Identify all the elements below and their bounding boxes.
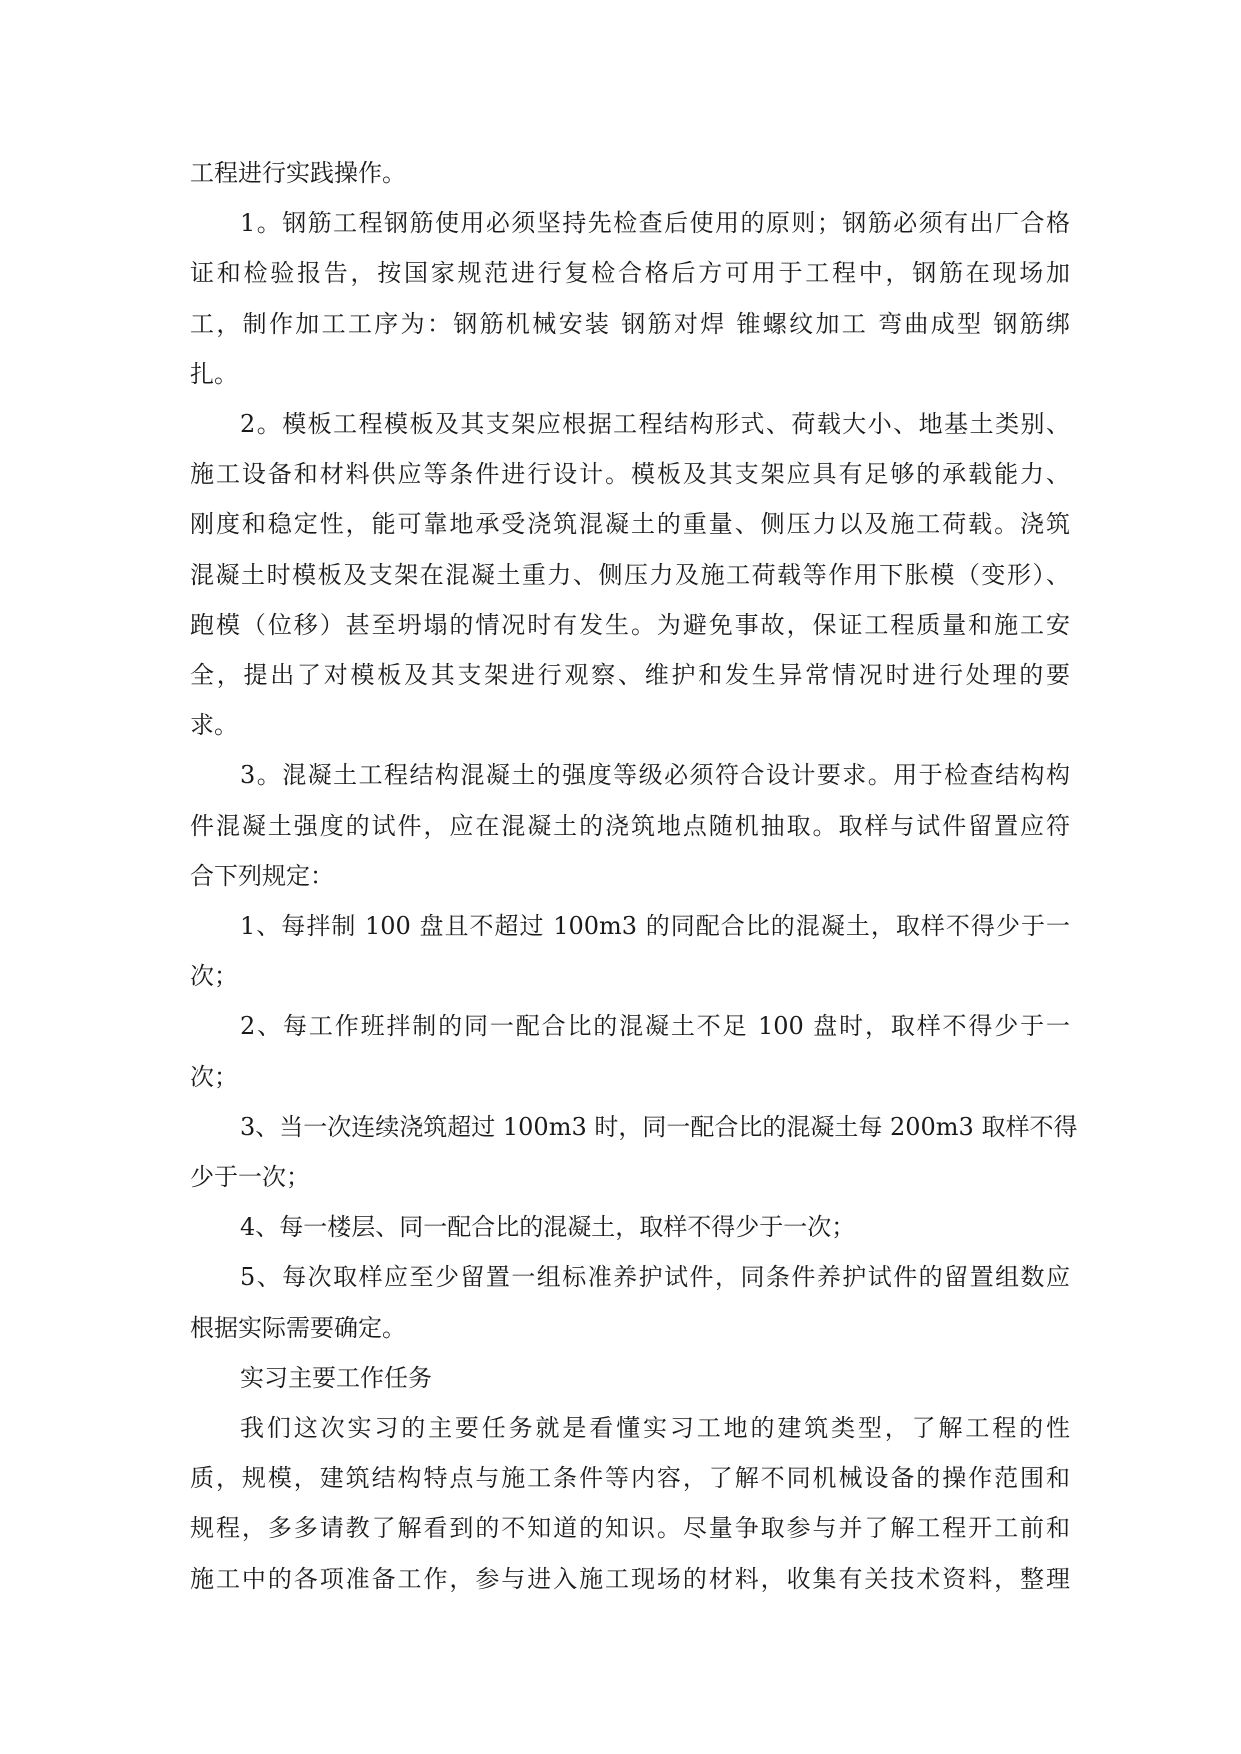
- text-line: 2、每工作班拌制的同一配合比的混凝土不足 100 盘时，取样不得少于一: [240, 1012, 1070, 1041]
- text-line: 施工中的各项准备工作，参与进入施工现场的材料，收集有关技术资料，整理: [190, 1564, 1070, 1593]
- text-line: 工程进行实践操作。: [190, 159, 406, 187]
- text-line: 工，制作加工工序为：钢筋机械安装 钢筋对焊 锥螺纹加工 弯曲成型 钢筋绑: [190, 309, 1070, 338]
- text-line: 次；: [190, 962, 238, 991]
- text-line: 实习主要工作任务: [240, 1363, 432, 1392]
- text-line: 2。模板工程模板及其支架应根据工程结构形式、荷载大小、地基土类别、: [240, 410, 1070, 439]
- text-line: 1。钢筋工程钢筋使用必须坚持先检查后使用的原则；钢筋必须有出厂合格: [240, 209, 1070, 238]
- text-line: 扎。: [190, 359, 238, 388]
- document-page: [190, 148, 1078, 1604]
- text-line: 5、每次取样应至少留置一组标准养护试件，同条件养护试件的留置组数应: [240, 1263, 1070, 1292]
- text-line: 3、当一次连续浇筑超过 100m3 时，同一配合比的混凝土每 200m3 取样不得: [240, 1112, 1078, 1141]
- text-line: 求。: [190, 711, 238, 740]
- text-line: 全，提出了对模板及其支架进行观察、维护和发生异常情况时进行处理的要: [190, 661, 1070, 690]
- text-line: 根据实际需要确定。: [190, 1313, 406, 1342]
- text-line: 3。混凝土工程结构混凝土的强度等级必须符合设计要求。用于检查结构构: [240, 761, 1070, 790]
- text-line: 刚度和稳定性，能可靠地承受浇筑混凝土的重量、侧压力以及施工荷载。浇筑: [190, 510, 1070, 539]
- text-line: 我们这次实习的主要任务就是看懂实习工地的建筑类型，了解工程的性: [240, 1414, 1070, 1443]
- text-line: 施工设备和材料供应等条件进行设计。模板及其支架应具有足够的承载能力、: [190, 460, 1070, 489]
- text-line: 混凝土时模板及支架在混凝土重力、侧压力及施工荷载等作用下胀模（变形）、: [190, 560, 1070, 589]
- text-line: 合下列规定：: [190, 861, 334, 890]
- text-line: 规程，多多请教了解看到的不知道的知识。尽量争取参与并了解工程开工前和: [190, 1514, 1070, 1543]
- text-line: 跑模（位移）甚至坍塌的情况时有发生。为避免事故，保证工程质量和施工安: [190, 610, 1070, 639]
- text-line: 件混凝土强度的试件，应在混凝土的浇筑地点随机抽取。取样与试件留置应符: [190, 811, 1070, 840]
- text-line: 证和检验报告，按国家规范进行复检合格后方可用于工程中，钢筋在现场加: [190, 259, 1070, 288]
- text-line: 4、每一楼层、同一配合比的混凝土，取样不得少于一次；: [240, 1213, 856, 1242]
- text-line: 少于一次；: [190, 1163, 310, 1192]
- text-line: 质，规模，建筑结构特点与施工条件等内容，了解不同机械设备的操作范围和: [190, 1464, 1070, 1493]
- text-line: 1、每拌制 100 盘且不超过 100m3 的同配合比的混凝土，取样不得少于一: [240, 912, 1070, 941]
- text-line: 次；: [190, 1062, 238, 1091]
